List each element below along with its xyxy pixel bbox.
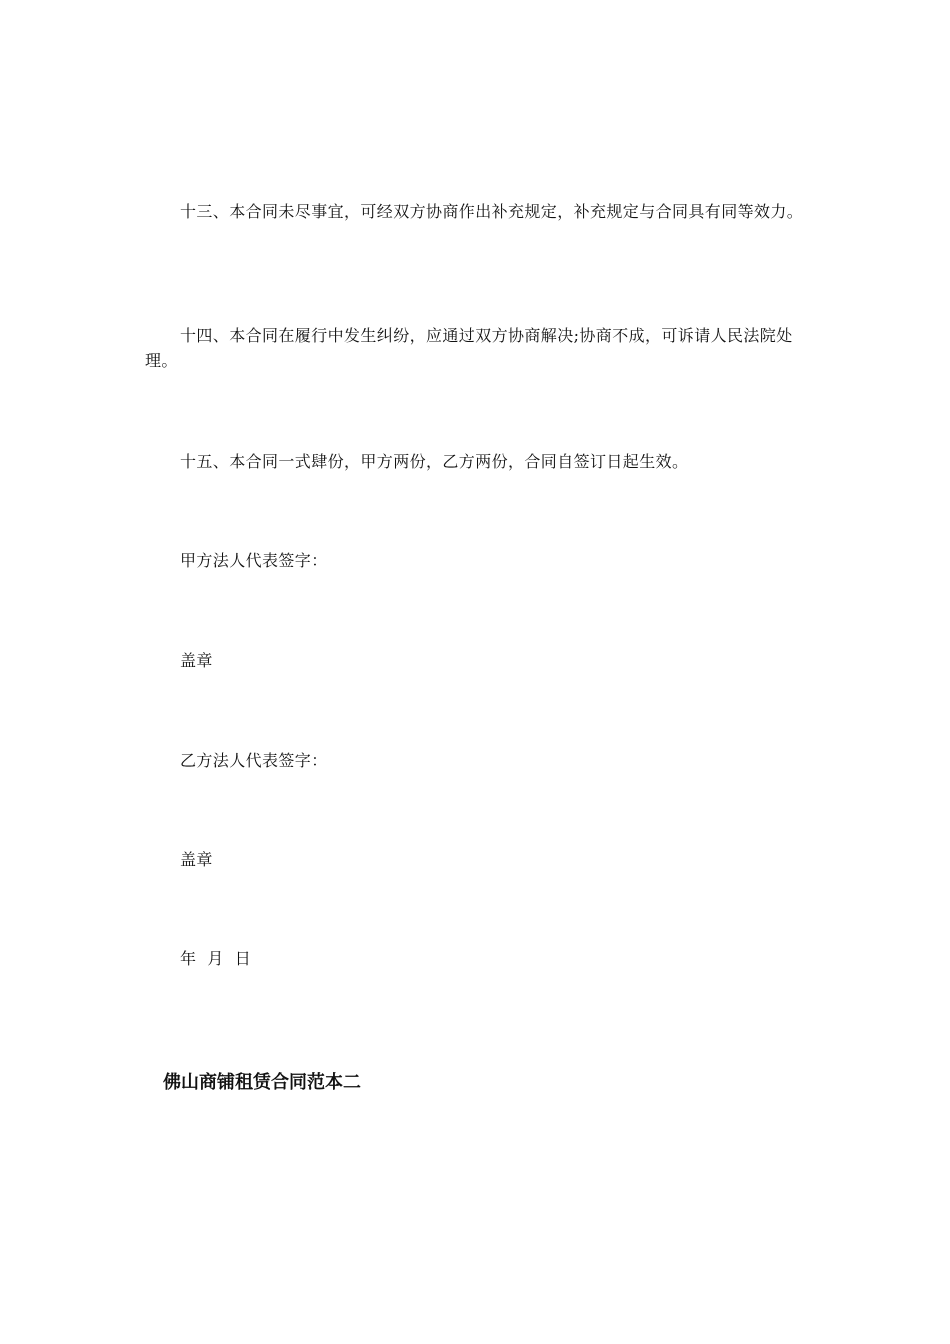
party-b-seal-line: 盖章 [180,850,213,869]
date-line: 年 月 日 [180,949,252,968]
clause-15-paragraph: 十五、本合同一式肆份，甲方两份，乙方两份，合同自签订日起生效。 [180,452,689,471]
party-a-signature-line: 甲方法人代表签字： [180,551,328,570]
party-b-signature-line: 乙方法人代表签字： [180,751,328,770]
next-section-title: 佛山商铺租赁合同范本二 [163,1072,361,1093]
clause-14-paragraph: 十四、本合同在履行中发生纠纷，应通过双方协商解决;协商不成，可诉请人民法院处理。 [145,326,793,370]
clause-13-paragraph: 十三、本合同未尽事宜，可经双方协商作出补充规定，补充规定与合同具有同等效力。 [180,202,804,221]
party-a-seal-line: 盖章 [180,651,213,670]
